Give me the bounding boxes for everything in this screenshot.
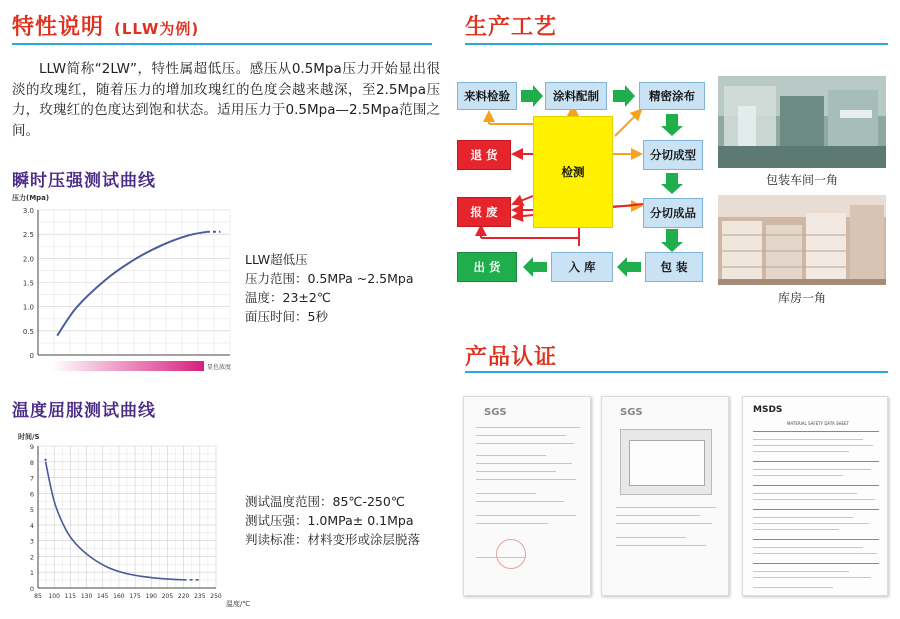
packaging-workshop-photo (718, 76, 886, 168)
sgs-logo: SGS (484, 407, 507, 418)
chart2-xtick-label: 160 (113, 593, 125, 600)
process-flowchart (455, 76, 711, 290)
packaging-workshop-caption: 包装车间一角 (765, 173, 838, 187)
chart2-ytick-label: 2 (29, 553, 34, 562)
chart1-ytick-label: 0.5 (22, 327, 34, 336)
chart2-ylabel: 时间/S (18, 433, 40, 441)
section-title-certification: 产品认证 (465, 345, 558, 370)
chart2-xtick-label: 235 (194, 593, 206, 600)
temperature-chart (14, 428, 254, 614)
chart2-series-line (46, 462, 184, 580)
chart2-ytick-label: 4 (29, 521, 34, 530)
chart1-spec-line: 压力范围：0.5MPa ~2.5Mpa (245, 271, 414, 286)
chart2-ytick-label: 6 (29, 490, 34, 499)
chart1-ytick-label: 2.0 (22, 255, 34, 264)
chart2-xtick-label: 130 (80, 593, 93, 600)
flow-slit-product: 分切成品 (643, 198, 703, 228)
features-title-text: 特性说明 (12, 15, 105, 40)
chart2-xtick-label: 175 (129, 593, 141, 600)
flow-inspection: 检测 (533, 116, 613, 228)
chart1-ytick-label: 3.0 (22, 207, 34, 215)
flow-return-goods: 退 货 (457, 140, 511, 170)
msds-logo: MSDS (753, 405, 783, 415)
chart1-ytick-label: 2.5 (22, 231, 34, 240)
chart2-specs (245, 492, 420, 549)
flow-packaging: 包 装 (645, 252, 703, 282)
sgs-logo: SGS (620, 407, 643, 418)
chart2-xtick-label: 250 (210, 593, 222, 600)
pressure-chart (8, 190, 238, 380)
chart2-xtick-label: 205 (161, 593, 174, 600)
chart1-series-line (57, 232, 207, 336)
process-divider (465, 43, 888, 45)
section-title-features (12, 10, 199, 41)
chart2-spec-line: 测试温度范围：85℃-250℃ (245, 494, 405, 509)
chart2-ytick-label: 1 (29, 569, 34, 578)
chart2-ytick-label: 7 (29, 474, 34, 483)
chart2-xtick-label: 145 (97, 593, 109, 600)
sgs-certificate-2 (601, 396, 729, 596)
features-divider (12, 43, 432, 45)
chart1-spec-line: LLW超低压 (245, 252, 308, 267)
flow-coating-preparation: 涂料配制 (545, 82, 607, 110)
chart1-spec-line: 温度：23±2℃ (245, 290, 331, 305)
features-paragraph (12, 59, 440, 141)
chart1-ylabel: 压力(Mpa) (12, 194, 50, 202)
msds-header: MATERIAL SAFETY DATA SHEET (787, 421, 849, 426)
chart1-ytick-label: 1.5 (22, 279, 34, 288)
chart2-xtick-label: 85 (34, 593, 42, 600)
chart1-ytick-label: 0 (29, 352, 34, 360)
chart2-ytick-label: 8 (29, 458, 34, 467)
color-density-bar (52, 361, 204, 371)
chart2-ytick-label: 5 (29, 506, 34, 515)
msds-certificate (742, 396, 888, 596)
warehouse-photo (718, 195, 886, 285)
sample-photo (620, 429, 712, 495)
flow-incoming-inspection: 来料检验 (457, 82, 517, 110)
flow-warehouse: 入 库 (551, 252, 613, 282)
chart2-start-marker (44, 459, 46, 461)
warehouse-caption: 库房一角 (777, 291, 826, 305)
flow-shipping: 出 货 (457, 252, 517, 282)
chart2-xtick-label: 190 (145, 593, 157, 600)
features-paragraph-text: LLW简称“2LW”，特性属超低压。感压从0.5Mpa压力开始显出很淡的玫瑰红，随着压力的增加玫瑰红的色度会越来越深，至2.5Mpa压力，玫瑰红的色度达到饱和状态。适用压力于0.5Mpa—2.5Mpa范围之间。 (12, 61, 440, 139)
sgs-certificate-1 (463, 396, 591, 596)
chart2-xtick-label: 220 (177, 593, 190, 600)
flow-precision-coating: 精密涂布 (639, 82, 705, 110)
chart1-spec-line: 面压时间：5秒 (245, 309, 328, 324)
chart2-ytick-label: 3 (29, 537, 34, 546)
flow-slitting: 分切成型 (643, 140, 703, 170)
chart1-specs (245, 250, 414, 326)
chart2-title: 温度屈服测试曲线 (12, 401, 156, 421)
chart2-spec-line: 测试压强：1.0MPa± 0.1Mpa (245, 513, 414, 528)
chart1-title: 瞬时压强测试曲线 (12, 171, 156, 191)
features-title-sub: (LLW为例) (114, 20, 200, 38)
certificate-seal (496, 539, 526, 569)
chart2-ytick-label: 0 (29, 585, 34, 593)
chart2-xtick-label: 100 (48, 593, 60, 600)
flow-scrap: 报 废 (457, 197, 511, 227)
chart2-spec-line: 判读标准：材料变形或涂层脱落 (245, 532, 421, 547)
chart2-ytick-label: 9 (29, 443, 34, 451)
chart1-xlabel: 显色浓度 (207, 364, 232, 371)
certification-divider (465, 371, 888, 373)
section-title-process: 生产工艺 (465, 15, 558, 40)
chart1-ytick-label: 1.0 (22, 303, 34, 312)
chart2-xlabel: 温度/℃ (226, 600, 251, 608)
chart2-xtick-label: 115 (64, 593, 77, 600)
